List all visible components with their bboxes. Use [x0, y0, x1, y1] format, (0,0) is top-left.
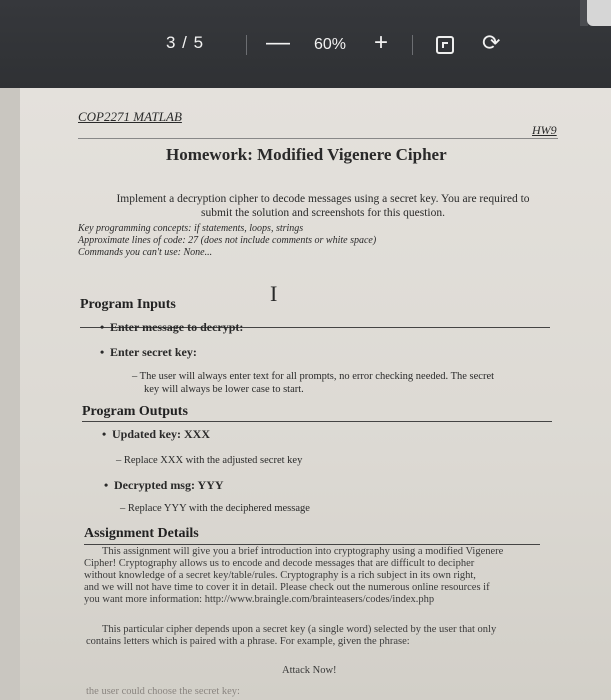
- document-page: [20, 88, 611, 700]
- intro-line: Implement a decryption cipher to decode messages using a secret key. You are required to: [116, 193, 530, 205]
- header-rule: [78, 138, 558, 139]
- list-item-text: Enter secret key:: [110, 345, 197, 359]
- hw-label: HW9: [532, 123, 557, 137]
- concept-line: Commands you can't use: None...: [78, 247, 213, 258]
- section-rule: [84, 544, 540, 545]
- text-cursor-icon: I: [270, 281, 278, 306]
- section-rule: [82, 421, 552, 422]
- details-paragraph: [84, 546, 554, 606]
- list-item-text: Updated key: XXX: [112, 427, 211, 441]
- note-line: key will always be lower case to start.: [144, 384, 304, 395]
- list-item: • Updated key: XXX: [102, 427, 211, 441]
- fit-page-icon[interactable]: [436, 36, 454, 54]
- scrollbar-corner: [587, 0, 611, 26]
- outputs-heading: Program Outputs: [82, 404, 188, 419]
- paragraph-line: This assignment will give you a brief introduction into cryptography using a modified Vigenere: [102, 546, 504, 557]
- paragraph-line: and we will not have time to cover it in detail. Please check out the numerous online resources if: [84, 582, 490, 593]
- output-note: – Replace XXX with the adjusted secret key: [116, 455, 303, 466]
- zoom-level[interactable]: 60%: [314, 36, 347, 53]
- list-item: • Enter message to decrypt:: [100, 320, 244, 334]
- paragraph-line: without knowledge of a secret key/table/rules. Cryptography is a rich subject in its own right,: [84, 570, 476, 581]
- page-title: Homework: Modified Vigenere Cipher: [166, 145, 447, 164]
- trailing-text: the user could choose the secret key:: [86, 686, 240, 697]
- list-item-text: Enter message to decrypt:: [110, 320, 244, 334]
- course-header: COP2271 MATLAB: [78, 109, 182, 124]
- details-heading: Assignment Details: [84, 526, 199, 541]
- paragraph-line: Cipher! Cryptography allows us to encode and decode messages that are difficult to decipher: [84, 558, 475, 569]
- paragraph-line: you want more information: http://www.braingle.com/brainteasers/codes/index.php: [84, 594, 435, 605]
- zoom-out-button[interactable]: —: [266, 29, 290, 56]
- paragraph-line: This particular cipher depends upon a secret key (a single word) selected by the user that only: [102, 624, 497, 635]
- page-indicator[interactable]: 3 / 5: [166, 33, 205, 52]
- inputs-heading: Program Inputs: [80, 297, 176, 312]
- key-concepts: [78, 223, 376, 259]
- zoom-in-button[interactable]: +: [374, 29, 389, 56]
- paragraph-line: contains letters which is paired with a phrase. For example, given the phrase:: [86, 636, 410, 647]
- intro-line: submit the solution and screenshots for this question.: [200, 207, 446, 219]
- toolbar-divider: [412, 35, 413, 55]
- example-phrase: Attack Now!: [282, 665, 337, 676]
- inputs-note: [132, 370, 562, 396]
- note-line: – The user will always enter text for all prompts, no error checking needed. The secret: [132, 371, 495, 382]
- list-item-text: Decrypted msg: YYY: [114, 478, 224, 492]
- list-item: • Decrypted msg: YYY: [104, 478, 224, 492]
- toolbar-divider: [246, 35, 247, 55]
- concept-line: Approximate lines of code: 27 (does not include comments or white space): [78, 235, 377, 246]
- intro-paragraph: [98, 192, 548, 220]
- concept-line: Key programming concepts: if statements, loops, strings: [78, 223, 304, 234]
- output-note: – Replace YYY with the deciphered message: [120, 503, 310, 514]
- rotate-icon[interactable]: ⟳: [482, 30, 501, 55]
- pdf-toolbar: [0, 0, 611, 88]
- list-item: • Enter secret key:: [100, 345, 197, 359]
- details-paragraph: [86, 624, 556, 648]
